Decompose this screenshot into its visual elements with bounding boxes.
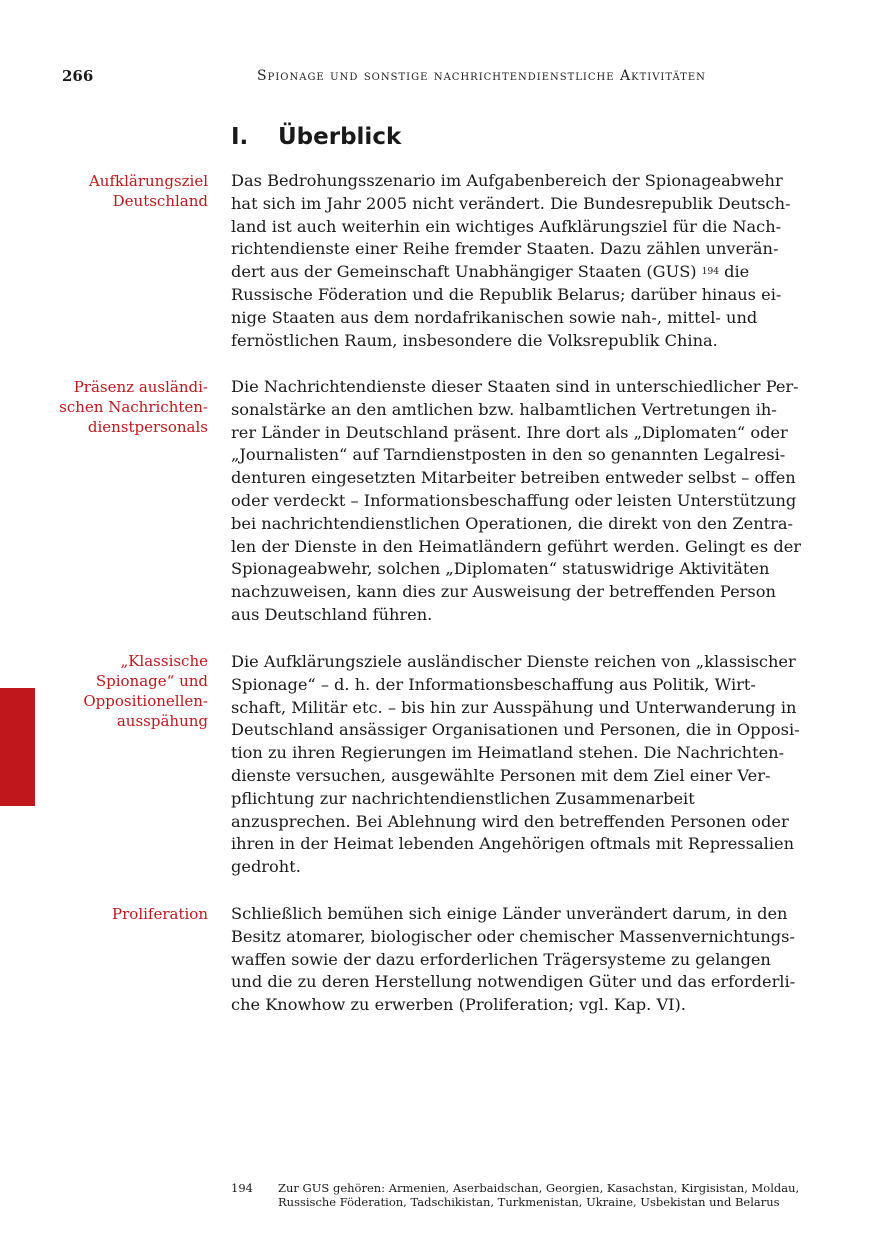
paragraph-line: anzusprechen. Bei Ablehnung wird den betreffenden Personen oder (231, 811, 789, 831)
running-head: Spionage und sonstige nachrichtendienstliche Aktivitäten (257, 68, 706, 84)
paragraph-line: che Knowhow zu erwerben (Proliferation; vgl. Kap. VI). (231, 995, 686, 1015)
paragraph-line: rer Länder in Deutschland präsent. Ihre dort als „Diplomaten“ oder (231, 422, 788, 442)
paragraph-line: Spionageabwehr, solchen „Diplomaten“ statuswidrige Aktivitäten (231, 559, 770, 579)
paragraph-line: gedroht. (231, 857, 301, 877)
margin-note-line: Spionage“ und (95, 672, 208, 690)
margin-note-proliferation (28, 904, 208, 924)
paragraph-line: fernöstlichen Raum, insbesondere die Volksrepublik China. (231, 330, 718, 350)
page-number: 266 (62, 67, 94, 85)
paragraph-line: sonalstärke an den amtlichen bzw. halbamtlichen Vertretungen ih- (231, 399, 777, 419)
margin-note-line: Aufklärungsziel (88, 172, 208, 190)
paragraph-line: schaft, Militär etc. – bis hin zur Ausspähung und Unterwanderung in (231, 697, 797, 717)
paragraph-line: aus Deutschland führen. (231, 604, 433, 624)
paragraph-line: ihren in der Heimat lebenden Angehörigen oftmals mit Repressalien (231, 834, 795, 854)
paragraph-line: Das Bedrohungsszenario im Aufgabenbereich der Spionageabwehr (231, 171, 783, 190)
footnote-line: Russische Föderation, Tadschikistan, Turkmenistan, Ukraine, Usbekistan und Belarus (278, 1195, 780, 1209)
margin-note-line: Proliferation (112, 905, 208, 923)
paragraph-line: richtendienste einer Reihe fremder Staaten. Dazu zählen unverän- (231, 239, 779, 259)
paragraph-line: hat sich im Jahr 2005 nicht verändert. Die Bundesrepublik Deutsch- (231, 193, 791, 213)
paragraph-aufklaerungsziele (231, 651, 800, 879)
paragraph-line: pflichtung zur nachrichtendienstlichen Zusammenarbeit (231, 788, 695, 808)
paragraph-line: land ist auch weiterhin ein wichtiges Aufklärungsziel für die Nach- (231, 216, 782, 236)
paragraph-nachrichtendienste (231, 376, 802, 627)
paragraph-line: Die Aufklärungsziele ausländischer Dienste reichen von „klassischer (231, 652, 796, 671)
margin-note-line: dienstpersonals (87, 418, 208, 436)
margin-note-line: ausspähung (116, 712, 208, 730)
margin-note-line: schen Nachrichten- (59, 398, 208, 416)
section-number: I. (231, 124, 249, 150)
margin-note-klassische-spionage (28, 651, 208, 731)
footnote-line: Zur GUS gehören: Armenien, Aserbaidschan, Georgien, Kasachstan, Kirgisistan, Moldau, (278, 1181, 800, 1195)
paragraph-line-tail: die (724, 262, 750, 282)
paragraph-line: dienste versuchen, ausgewählte Personen mit dem Ziel einer Ver- (231, 765, 771, 785)
section-title-text: Überblick (278, 124, 402, 150)
paragraph-line-text: dert aus der Gemeinschaft Unabhängiger Staaten (GUS) (231, 262, 697, 282)
paragraph-line: Deutschland ansässiger Organisationen und Personen, die in Opposi- (231, 720, 800, 740)
paragraph-line: nachzuweisen, kann dies zur Ausweisung der betreffenden Person (231, 582, 776, 602)
footnote-number: 194 (231, 1181, 253, 1195)
paragraph-line-with-footnote (231, 261, 791, 284)
paragraph-line: Schließlich bemühen sich einige Länder unverändert darum, in den (231, 904, 788, 923)
paragraph-proliferation (231, 903, 796, 1017)
paragraph-line: bei nachrichtendienstlichen Operationen, die direkt von den Zentra- (231, 513, 794, 533)
footnote-text (278, 1181, 799, 1209)
paragraph-line: len der Dienste in den Heimatländern geführt werden. Gelingt es der (231, 536, 802, 556)
paragraph-line: denturen eingesetzten Mitarbeiter betreiben entweder selbst – offen (231, 468, 796, 488)
paragraph-line: Besitz atomarer, biologischer oder chemischer Massenvernichtungs- (231, 926, 795, 946)
margin-note-aufklaerungsziel (28, 171, 208, 211)
margin-note-line: Präsenz ausländi- (73, 378, 208, 396)
margin-note-line: „Klassische (120, 652, 208, 670)
paragraph-line: Russische Föderation und die Republik Belarus; darüber hinaus ei- (231, 284, 782, 304)
margin-note-line: Oppositionellen- (83, 692, 208, 710)
paragraph-bedrohungsszenario (231, 170, 791, 352)
paragraph-line: Die Nachrichtendienste dieser Staaten sind in unterschiedlicher Per- (231, 377, 799, 396)
section-title (231, 124, 401, 150)
paragraph-line: waffen sowie der dazu erforderlichen Trägersysteme zu gelangen (231, 949, 771, 969)
paragraph-line: oder verdeckt – Informationsbeschaffung oder leisten Unterstützung (231, 490, 797, 510)
paragraph-line: tion zu ihren Regierungen im Heimatland stehen. Die Nachrichten- (231, 743, 785, 763)
paragraph-line: und die zu deren Herstellung notwendigen Güter und das erforderli- (231, 972, 796, 992)
paragraph-line: „Journalisten“ auf Tarndienstposten in den so genannten Legalresi- (231, 445, 786, 465)
margin-note-line: Deutschland (112, 192, 208, 210)
footnote-reference[interactable]: 194 (701, 267, 719, 278)
paragraph-line: Spionage“ – d. h. der Informationsbeschaffung aus Politik, Wirt- (231, 674, 756, 694)
margin-note-praesenz (28, 377, 208, 437)
paragraph-line: nige Staaten aus dem nordafrikanischen sowie nah-, mittel- und (231, 307, 758, 327)
